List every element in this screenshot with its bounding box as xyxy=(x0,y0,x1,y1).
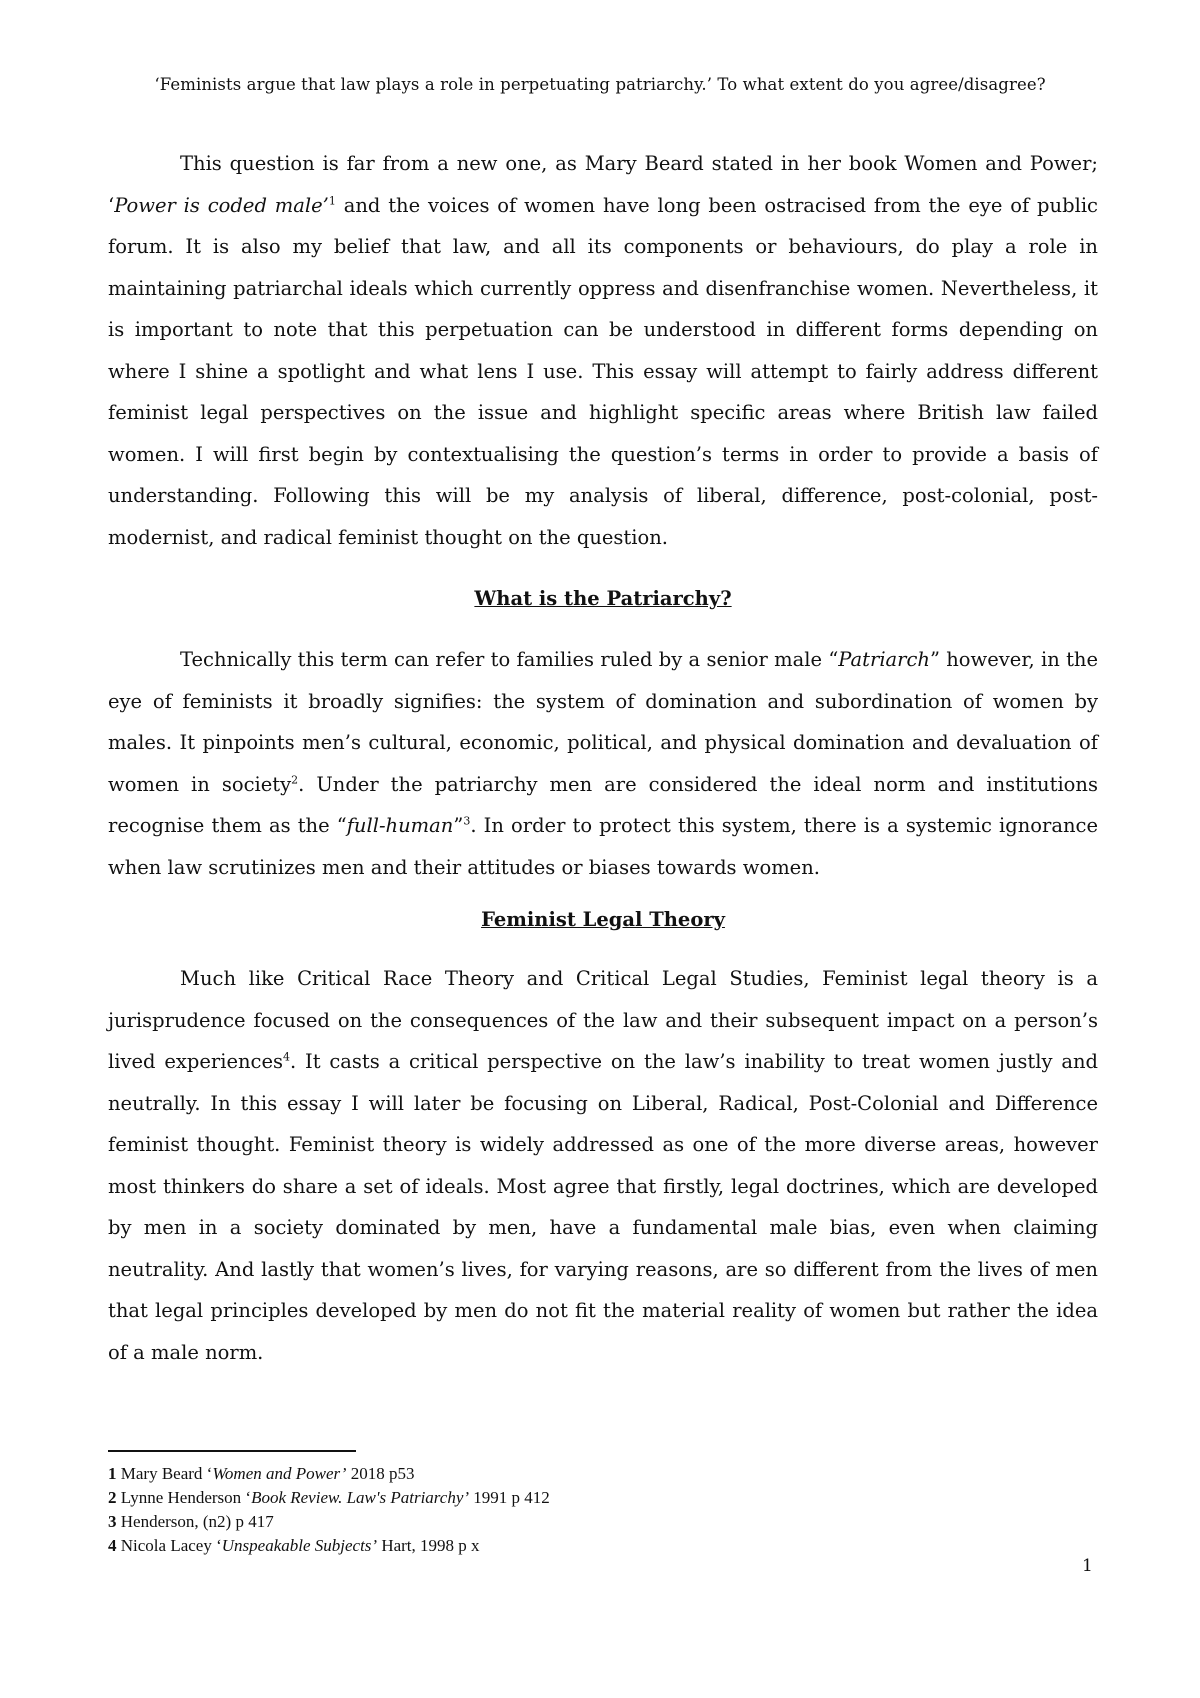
footnote-text: Hart, 1998 p x xyxy=(377,1536,480,1555)
patriarchy-text-c: . Under the patriarchy men are considered the ideal norm and institutions recognise them as the “ xyxy=(108,772,1098,837)
footnote-text: Nicola Lacey ‘ xyxy=(116,1536,222,1555)
legal-theory-text-a: Much like Critical Race Theory and Critical Legal Studies, Feminist legal theory is a jurisprudence focused on the consequences of the law and their subsequent impact on a person’s lived experiences xyxy=(108,967,1098,1073)
intro-text-a: This question is far from a new one, as Mary Beard stated in her book Women and Power; ‘ xyxy=(108,152,1098,217)
patriarchy-text-b: ” however, in the eye of feminists it broadly signifies: the system of domination and subordination of women by males. It pinpoints men’s cultural, economic, political, and physical domination and devaluation of women in society xyxy=(108,648,1099,796)
footnote-text: Lynne Henderson ‘ xyxy=(116,1488,252,1507)
footnote-text: Mary Beard ‘ xyxy=(116,1464,213,1483)
patriarchy-text-e: . In order to protect this system, there is a systemic ignorance when law scrutinizes men and their attitudes or biases towards women. xyxy=(108,814,1098,879)
footnote-ref-2[interactable]: 2 xyxy=(291,773,299,786)
footnote-title: Unspeakable Subjects’ xyxy=(221,1536,378,1555)
footnote-ref-1[interactable]: 1 xyxy=(328,194,336,207)
footnote-separator xyxy=(108,1450,356,1452)
footnote-4 xyxy=(108,1534,1008,1558)
legal-theory-text-b: . It casts a critical perspective on the law’s inability to treat women justly and neutrally. In this essay I will later be focusing on Liberal, Radical, Post-Colonial and Difference feminist thought. Feminist theory is widely addressed as one of the more diverse areas, however most thinkers do share a set of ideals. Most agree that firstly, legal doctrines, which are developed by men in a society dominated by men, have a fundamental male bias, even when claiming neutrality. And lastly that women’s lives, for varying reasons, are so different from the lives of men that legal principles developed by men do not fit the material reality of women but rather the idea of a male norm. xyxy=(108,1050,1098,1364)
footnote-text: 1991 p 412 xyxy=(469,1488,550,1507)
patriarchy-text-d: ” xyxy=(453,814,464,837)
term-patriarch: Patriarch xyxy=(838,648,930,671)
footnote-number: 4 xyxy=(108,1536,117,1555)
patriarchy-text-a: Technically this term can refer to families ruled by a senior male “ xyxy=(180,648,839,671)
footnote-title: Women and Power’ xyxy=(212,1464,347,1483)
legal-theory-section xyxy=(108,958,1098,1373)
footnote-1 xyxy=(108,1462,1008,1486)
patriarchy-section xyxy=(108,639,1098,888)
footnote-2 xyxy=(108,1486,1008,1510)
legal-theory-paragraph xyxy=(108,958,1098,1373)
footnote-title: Book Review. Law's Patriarchy’ xyxy=(251,1488,470,1507)
essay-question-header: ‘Feminists argue that law plays a role in perpetuating patriarchy.’ To what extent do you agree/disagree? xyxy=(154,75,1046,94)
intro-paragraph xyxy=(108,143,1098,558)
intro-text-b: and the voices of women have long been ostracised from the eye of public forum. It is also my belief that law, and all its components or behaviours, do play a role in maintaining patriarchal ideals which currently oppress and disenfranchise women. Nevertheless, it is important to note that this perpetuation can be understood in different forms depending on where I shine a spotlight and what lens I use. This essay will attempt to fairly address different feminist legal perspectives on the issue and highlight specific areas where British law failed women. I will first begin by contextualising the question’s terms in order to provide a basis of understanding. Following this will be my analysis of liberal, difference, post-colonial, post-modernist, and radical feminist thought on the question. xyxy=(108,193,1098,549)
patriarchy-paragraph xyxy=(108,639,1098,888)
footnote-text: 2018 p53 xyxy=(346,1464,415,1483)
quote-power-coded-male: Power is coded male’ xyxy=(114,193,329,217)
heading-feminist-legal-theory: Feminist Legal Theory xyxy=(481,908,725,931)
footnotes xyxy=(108,1462,1008,1558)
intro-section xyxy=(108,143,1098,558)
heading-what-is-patriarchy: What is the Patriarchy? xyxy=(474,587,732,610)
footnote-number: 1 xyxy=(108,1464,117,1483)
footnote-ref-4[interactable]: 4 xyxy=(283,1050,291,1064)
footnote-number: 2 xyxy=(108,1488,117,1507)
term-full-human: full-human xyxy=(346,814,454,837)
footnote-3 xyxy=(108,1510,1008,1534)
footnote-text: Henderson, (n2) p 417 xyxy=(116,1512,274,1531)
footnote-ref-3[interactable]: 3 xyxy=(463,814,471,828)
footnote-number: 3 xyxy=(108,1512,117,1531)
page-number: 1 xyxy=(1082,1556,1093,1576)
